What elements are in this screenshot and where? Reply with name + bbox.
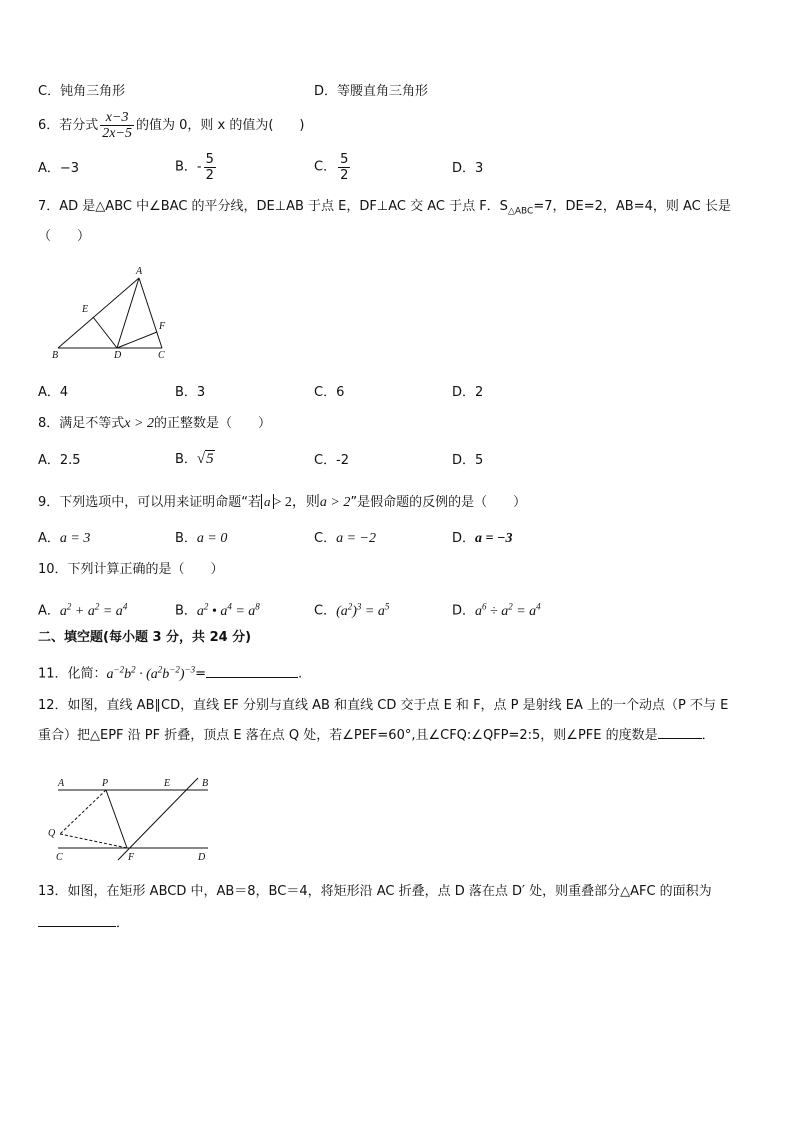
- q12-label-a: A: [58, 778, 65, 789]
- q11-text-post: =: [195, 666, 207, 682]
- q5-option-c: C．钝角三角形: [38, 84, 126, 99]
- q5-option-d: D．等腰直角三角形: [314, 84, 429, 99]
- q9-option-a-label: A．: [38, 531, 60, 546]
- q7-seg-de: [93, 317, 117, 348]
- q9-option-b-label: B．: [175, 531, 197, 546]
- q9-text-pre: 9．下列选项中，可以用来证明命题“若: [38, 495, 262, 510]
- q7-paren: （ ）: [38, 229, 91, 244]
- q8-option-b-label: B．: [175, 452, 197, 467]
- q12-line2-end: ．: [701, 728, 715, 743]
- q10-option-a-label: A．: [38, 603, 60, 619]
- q12-label-c: C: [56, 852, 63, 863]
- q6-prefix: 6．若分式: [38, 118, 99, 133]
- q7-label-f: F: [159, 321, 166, 332]
- q9-text-post: ”是假命题的反例的是（ ）: [350, 495, 527, 510]
- q8-option-d: D．5: [452, 453, 484, 468]
- q13-line1: 13．如图，在矩形 ABCD 中，AB＝8，BC＝4，将矩形沿 AC 折叠，点 D 落在点 D′ 处，则重叠部分△AFC 的面积为: [38, 884, 712, 899]
- q11-answer-blank[interactable]: [206, 677, 298, 678]
- q6-option-c: [314, 152, 352, 183]
- q12-label-q: Q: [48, 828, 56, 839]
- q6-option-c-label: C．: [314, 159, 337, 175]
- q12-seg-pf: [106, 790, 127, 848]
- q7-seg-ab: [58, 278, 139, 348]
- q10-option-b-label: B．: [175, 603, 197, 619]
- q6-suffix: 的值为 0，则 x 的值为( ): [135, 118, 305, 133]
- q6-option-d: D．3: [452, 161, 484, 176]
- q7-seg-ad: [117, 278, 139, 348]
- q7-question: [38, 198, 731, 221]
- q9-option-b: [175, 530, 227, 548]
- q9-abs-a: a: [261, 494, 274, 509]
- q10-option-b: [175, 597, 260, 621]
- q10-question: 10．下列计算正确的是（ ）: [38, 562, 224, 577]
- q6-option-b-label: B．-: [175, 159, 202, 175]
- q7-label-e: E: [82, 304, 89, 315]
- q8-option-c: C．-2: [314, 453, 350, 468]
- q8-option-b-sqrt: √5: [196, 451, 214, 467]
- q7-text-post: =7，DE=2，AB=4，则 AC 长是: [533, 199, 731, 214]
- q8-question: [38, 415, 271, 433]
- q12-line2-text: 重合）把△EPF 沿 PF 折叠，顶点 E 落在点 Q 处，若∠PEF=60°,且∠CFQ:∠QFP=2:5，则∠PFE 的度数是: [38, 728, 658, 743]
- q7-option-d: D．2: [452, 385, 484, 400]
- q7-label-a: A: [136, 266, 143, 277]
- q10-option-a: [38, 597, 127, 621]
- q8-option-a: A．2.5: [38, 453, 81, 468]
- q6-option-b-num: 5: [205, 152, 214, 167]
- q10-option-d: [452, 597, 541, 621]
- q11-text-pre: 11．化简：: [38, 666, 107, 682]
- q10-option-d-expr: $a^6 \div a^2 = a^4$: [475, 601, 541, 619]
- q6-option-a: A．−3: [38, 161, 80, 176]
- q12-answer-blank[interactable]: [658, 738, 702, 739]
- q9-option-a-expr: a = 3: [59, 531, 91, 546]
- q12-parallel-lines-figure: [46, 772, 216, 864]
- section-title-fill-in: 二、填空题(每小题 3 分，共 24 分): [38, 630, 252, 645]
- q12-label-p: P: [102, 778, 109, 789]
- q11-question: 11．化简：$a^{-2}b^2 \cdot (a^2b^{-2})^{-3}=$ .: [38, 664, 303, 682]
- q9-option-d-expr: a = −3: [475, 531, 513, 546]
- q6-option-c-num: 5: [340, 152, 349, 167]
- q7-label-b: B: [52, 350, 59, 361]
- q13-line2-end: ．: [116, 916, 130, 931]
- q9-text-mid: > 2，则: [273, 495, 320, 510]
- q9-option-a: [38, 530, 90, 548]
- q8-expr: x > 2: [124, 416, 154, 431]
- q9-option-d-label: D．: [452, 531, 476, 546]
- q7-option-c: C．6: [314, 385, 345, 400]
- q6-option-b-den: 2: [205, 168, 214, 183]
- q6-option-b-fraction: [204, 152, 216, 183]
- q7-text-pre: 7．AD 是△ABC 中∠BAC 的平分线，DE⊥AB 于点 E，DF⊥AC 交 AC 于点 F．S: [38, 199, 508, 214]
- q9-option-c-expr: a = −2: [336, 531, 376, 546]
- q13-line2: [38, 915, 129, 933]
- q9-option-d: [452, 530, 512, 548]
- q12-seg-pq: [60, 790, 106, 834]
- q12-label-b: B: [202, 778, 209, 789]
- q12-label-f: F: [128, 852, 135, 863]
- q8-option-b-radicand: 5: [206, 451, 214, 467]
- q6-option-b: [175, 152, 218, 183]
- q8-text-pre: 8．满足不等式: [38, 416, 125, 431]
- q7-seg-df: [117, 332, 157, 348]
- q10-option-c-expr: $(a^2)^3 = a^5$: [336, 601, 390, 619]
- q11-expr: $a^{-2}b^2 \cdot (a^2b^{-2})^{-3}$: [106, 664, 196, 682]
- q12-seg-qf: [60, 834, 127, 848]
- q9-expr2: a > 2: [319, 495, 351, 510]
- q8-text-post: 的正整数是（ ）: [153, 416, 271, 431]
- q12-label-d: D: [198, 852, 206, 863]
- q9-question: [38, 493, 526, 512]
- q6-denominator: 2x−5: [102, 126, 132, 141]
- q6-option-c-den: 2: [340, 168, 349, 183]
- q7-option-b: B．3: [175, 385, 206, 400]
- q9-option-c-label: C．: [314, 531, 337, 546]
- q10-option-c-label: C．: [314, 603, 337, 619]
- q6-numerator: x−3: [100, 110, 134, 126]
- q7-label-c: C: [158, 350, 165, 361]
- q7-triangle-figure: [48, 262, 178, 362]
- q7-option-a: A．4: [38, 385, 69, 400]
- q10-option-d-label: D．: [452, 603, 476, 619]
- q12-label-e: E: [164, 778, 171, 789]
- q6-fraction: [100, 110, 134, 141]
- q6-option-c-fraction: [338, 152, 350, 183]
- q10-option-b-expr: $a^2$ • $a^4 = a^8$: [196, 601, 260, 619]
- q6-question: [38, 110, 304, 141]
- q7-text-sub: △ABC: [507, 206, 534, 217]
- q12-line1: 12．如图，直线 AB∥CD，直线 EF 分别与直线 AB 和直线 CD 交于点 E 和 F，点 P 是射线 EA 上的一个动点（P 不与 E: [38, 698, 729, 713]
- q8-option-b: [175, 450, 215, 469]
- q9-option-b-expr: a = 0: [196, 531, 228, 546]
- q12-line2: [38, 727, 715, 745]
- q7-label-d: D: [114, 350, 122, 361]
- q10-option-c: [314, 597, 389, 621]
- q13-answer-blank[interactable]: [38, 926, 116, 927]
- q9-option-c: [314, 530, 376, 548]
- q10-option-a-expr: $a^2 + a^2 = a^4$: [59, 601, 128, 619]
